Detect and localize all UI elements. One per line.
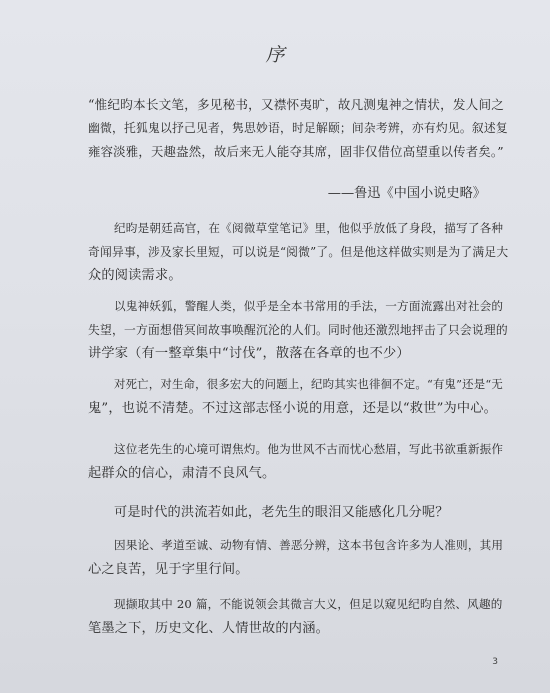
text-line: 奇闻异事，涉及家长里短，可以说是“阅微”了。但是他这样做实则是为了满足大 bbox=[88, 244, 509, 259]
text-line: 因果论、孝道至诚、动物有情、善恶分辨，这本书包含许多为人准则，其用 bbox=[114, 538, 504, 552]
text-line: 讲学家（有一整章集中“讨伐”，散落在各章的也不少） bbox=[88, 346, 410, 361]
body-paragraph bbox=[88, 217, 509, 288]
body-paragraph bbox=[88, 295, 508, 366]
body-paragraph bbox=[88, 593, 503, 640]
text-line: 起群众的信心，肃清不良风气。 bbox=[88, 465, 276, 481]
text-line: 雍容淡雅，天趣盎然，故后来无人能夺其席，固非仅借位高望重以传者矣。” bbox=[88, 144, 504, 159]
body-paragraph bbox=[88, 501, 488, 525]
text-line: 对死亡，对生命，很多宏大的问题上，纪昀其实也徘徊不定。“有鬼”还是“无 bbox=[114, 377, 503, 391]
text-line: 心之良苦，见于字里行间。 bbox=[88, 561, 249, 577]
text-line: 这位老先生的心境可谓焦灼。他为世风不古而忧心愁眉，写此书欲重新振作 bbox=[114, 442, 504, 456]
text-line: 可是时代的洪流若如此，老先生的眼泪又能感化几分呢？ bbox=[114, 505, 449, 520]
text-line: 失望，一方面想借冥间故事唤醒沉沦的人们。同时他还激烈地抨击了只会说理的 bbox=[88, 322, 508, 337]
quote-attribution: ——鲁迅《中国小说史略》 bbox=[327, 186, 486, 201]
text-line: 现撷取其中 20 篇，不能说领会其微言大义，但足以窥见纪昀自然、风趣的 bbox=[114, 597, 503, 611]
text-line: 笔墨之下，历史文化、人情世故的内涵。 bbox=[88, 620, 329, 636]
body-paragraph bbox=[88, 438, 504, 485]
text-line: 以鬼神妖狐，警醒人类，似乎是全本书常用的手法，一方面流露出对社会的 bbox=[114, 299, 504, 313]
text-line: 幽微，托狐鬼以抒己见者，隽思妙语，时足解颐；间杂考辨，亦有灼见。叙述复 bbox=[88, 120, 508, 135]
page-title: 序 bbox=[265, 44, 285, 66]
body-paragraph bbox=[88, 534, 504, 581]
text-line: 纪昀是朝廷高官，在《阅微草堂笔记》里，他似乎放低了身段，描写了各种 bbox=[114, 221, 504, 235]
quote-paragraph bbox=[88, 93, 508, 164]
text-line: 鬼”，也说不清楚。不过这部志怪小说的用意，还是以“救世”为中心。 bbox=[88, 400, 498, 416]
body-paragraph bbox=[88, 373, 503, 420]
page-number: 3 bbox=[492, 657, 498, 667]
text-line: “惟纪昀本长文笔，多见秘书，又襟怀夷旷，故凡测鬼神之情状，发人间之 bbox=[88, 97, 505, 112]
text-line: 众的阅读需求。 bbox=[88, 268, 182, 283]
